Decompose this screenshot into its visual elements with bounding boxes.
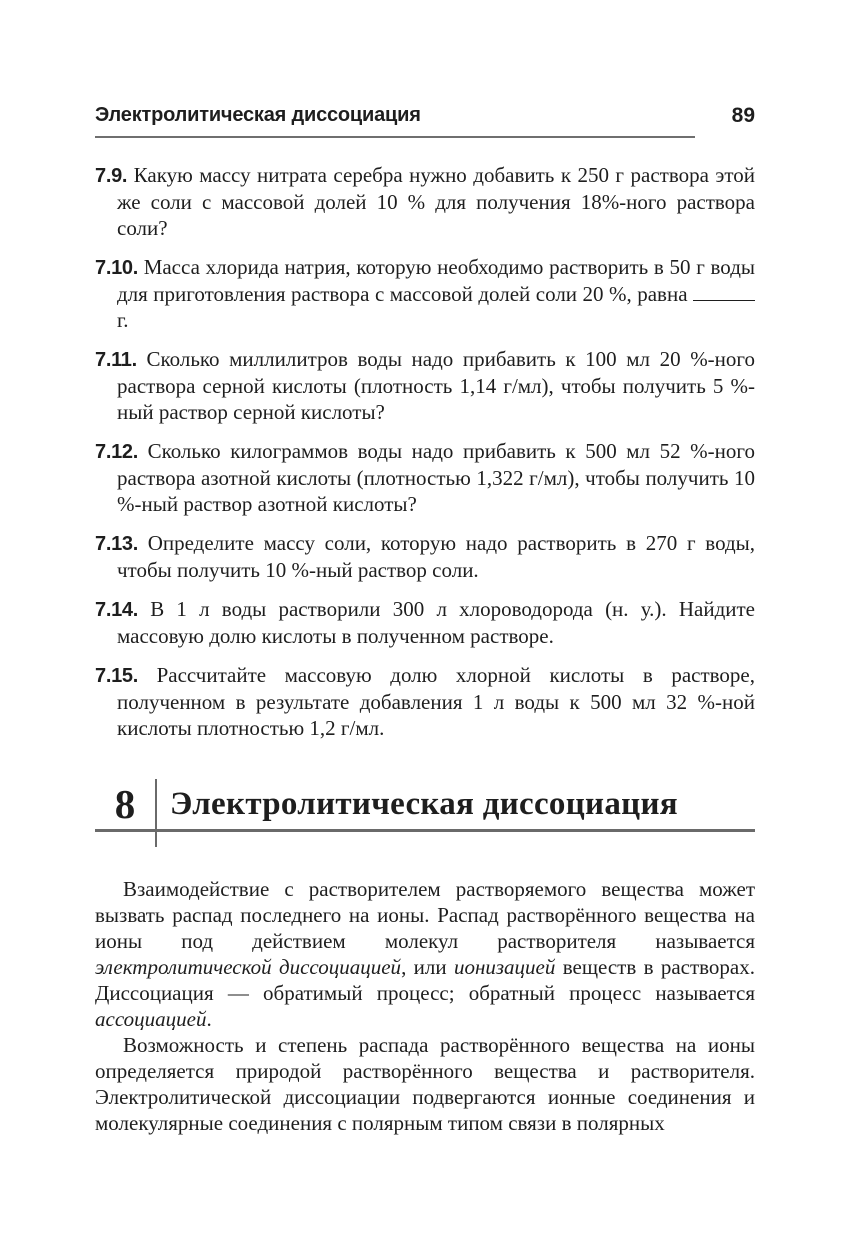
problem-item-7-14	[95, 596, 755, 649]
problem-text: Сколько килограммов воды надо прибавить к 500 мл 52 %-ного раствора азотной кислоты (плотностью 1,322 г/мл), чтобы получить 10 %-ный раствор азотной кислоты?	[117, 439, 755, 516]
page-number: 89	[731, 104, 755, 127]
chapter-title: Электролитическая диссоциация	[170, 785, 678, 822]
problem-number: 7.15.	[95, 665, 138, 687]
chapter-number: 8	[114, 781, 136, 827]
intro-paragraph-1	[95, 876, 755, 1032]
paragraph-segment: веществ в растворах. Диссоциация — обратимый процесс; обратный процесс называется	[95, 955, 755, 1005]
problem-list	[95, 162, 755, 741]
running-head-title: Электролитическая диссоциация	[95, 104, 695, 138]
problem-text: Масса хлорида натрия, которую необходимо растворить в 50 г воды для приготовления раствора с массовой долей соли 20 %, равна	[117, 255, 756, 306]
intro-paragraph-2: Возможность и степень распада растворённого вещества на ионы определяется природой растворённого вещества и растворителя. Электролитической диссоциации подвергаются ионные соединения и молекулярные соединения с полярным типом связи в полярных	[95, 1033, 755, 1135]
problem-item-7-10	[95, 254, 755, 333]
problem-text-after-blank: г.	[117, 308, 129, 332]
chapter-heading	[95, 779, 755, 832]
problem-item-7-13	[95, 530, 755, 583]
paragraph-segment-italic: ионизацией	[453, 955, 556, 979]
problem-number: 7.12.	[95, 441, 138, 463]
problem-number: 7.9.	[95, 165, 128, 187]
problem-number: 7.13.	[95, 533, 138, 555]
chapter-divider-line	[155, 779, 157, 847]
problem-text: Какую массу нитрата серебра нужно добавить к 250 г раствора этой же соли с массовой долей 10 % для получения 18%-ного раствора соли?	[117, 163, 756, 240]
problem-text: Определите массу соли, которую надо растворить в 270 г воды, чтобы получить 10 %-ный раствор соли.	[117, 531, 756, 582]
paragraph-segment-italic: ассоциацией	[95, 1007, 207, 1031]
paragraph-segment-italic: электролитической диссоциацией	[95, 955, 402, 979]
answer-blank-line	[693, 298, 755, 301]
problem-text: В 1 л воды растворили 300 л хлороводорода (н. у.). Найдите массовую долю кислоты в полученном растворе.	[117, 597, 756, 648]
problem-number: 7.14.	[95, 599, 138, 621]
paragraph-segment: Взаимодействие с растворителем растворяемого вещества может вызвать распад последнего на ионы. Распад растворённого вещества на ионы под действием молекул растворителя называется	[95, 877, 755, 953]
problem-item-7-9	[95, 162, 755, 241]
chapter-intro	[95, 876, 755, 1136]
problem-item-7-15	[95, 662, 755, 741]
paragraph-segment: .	[206, 1007, 212, 1031]
problem-item-7-12	[95, 438, 755, 517]
problem-item-7-11	[95, 346, 755, 425]
problem-text: Сколько миллилитров воды надо прибавить к 100 мл 20 %-ного раствора серной кислоты (плотность 1,14 г/мл), чтобы получить 5 %-ный раствор серной кислоты?	[117, 347, 756, 424]
running-head	[95, 104, 755, 138]
problem-number: 7.10.	[95, 257, 138, 279]
problem-number: 7.11.	[95, 349, 137, 371]
paragraph-segment: , или	[401, 955, 454, 979]
problem-text: Рассчитайте массовую долю хлорной кислоты в растворе, полученном в результате добавления 1 л воды к 500 мл 32 %-ной кислоты плотностью 1,2 г/мл.	[117, 663, 755, 740]
